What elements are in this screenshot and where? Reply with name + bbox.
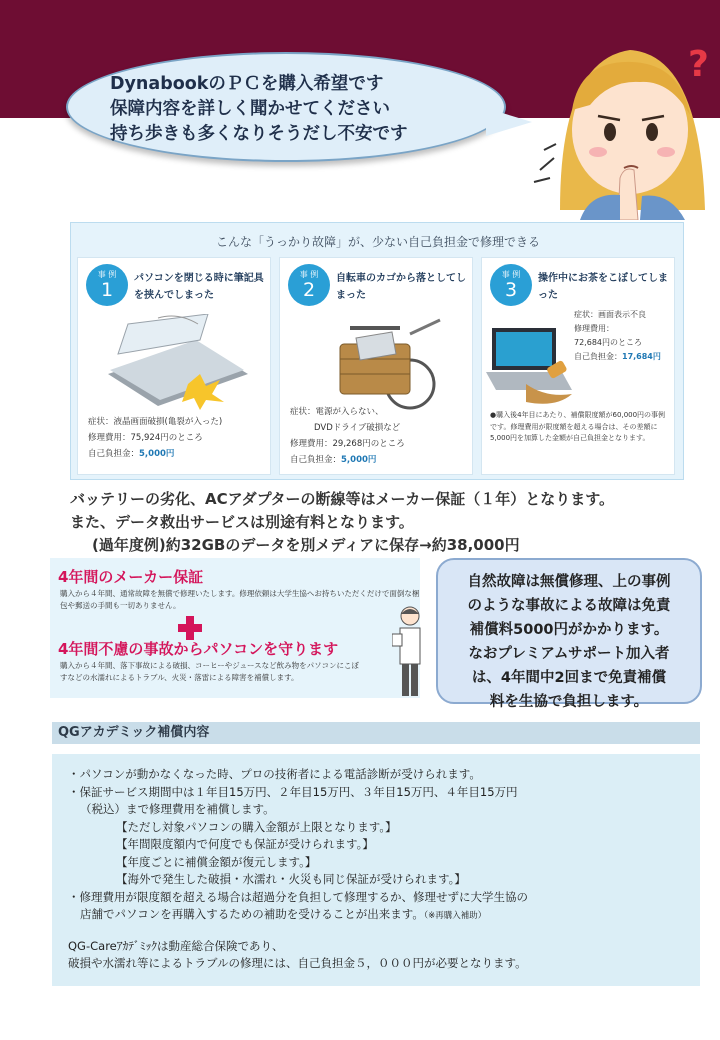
qg-line-9	[68, 906, 698, 926]
case-badge-label: 事 例	[299, 270, 319, 279]
free-line-1: 自然故障は無償修理、上の事例	[467, 574, 671, 590]
bubble-line-3: 持ち歩きも多くなりそうだし不安です	[110, 124, 408, 144]
case-info-line: 修理費用：	[574, 324, 614, 333]
qg-line-10: QG-Careｱｶﾃﾞﾐｯｸは動産総合保険であり、	[68, 938, 284, 953]
presenter-person-illustration	[392, 604, 428, 700]
case-info-3	[574, 308, 674, 364]
bubble-line-1: DynabookのＰＣを購入希望です	[110, 74, 384, 94]
case-self-pay	[88, 446, 268, 462]
case-card-2	[279, 257, 473, 475]
case-info-line: DVDドライブ破損など	[314, 423, 401, 433]
case-self-pay	[574, 350, 674, 364]
self-pay-label: 自己負担金：	[574, 352, 622, 361]
case-title-1: パソコンを閉じる時に筆記具を挟んでしまった	[134, 273, 264, 301]
case-title-2: 自転車のカゴから落としてしまった	[336, 273, 466, 301]
case-badge-label: 事 例	[97, 270, 117, 279]
qg-line-4: 【ただし対象パソコンの購入金額が上限となります。】	[116, 819, 397, 834]
self-pay-label: 自己負担金：	[290, 455, 342, 465]
bubble-line-2: 保障内容を詳しく聞かせてください	[110, 99, 390, 119]
maker-warranty-text: 購入から４年間、通常故障を無償で修理いたします。修理依頼は大学生協へお持ちいただくだけで面倒な梱包や郵送の手間も一切ありません。	[60, 589, 420, 610]
maker-warranty-panel	[50, 558, 420, 698]
qg-line-11: 破損や水濡れ等によるトラブルの修理には、自己負担金５，０００円が必要となります。	[68, 956, 527, 970]
self-pay-label: 自己負担金：	[88, 449, 140, 459]
qg-line-7: 【海外で発生した破損・水濡れ・火災も同じ保証が受けられます。】	[116, 872, 466, 886]
case-info-1	[88, 414, 268, 462]
free-repair-notice	[436, 558, 702, 710]
case-number: 1	[100, 279, 114, 301]
case-info-2	[290, 404, 470, 468]
free-line-4: なおプレミアムサポート加入者	[468, 646, 670, 662]
case-info-line: 症状：電源が入らない、	[290, 407, 384, 417]
case-self-pay	[290, 452, 470, 468]
cases-title: こんな「うっかり故障」が、少ない自己負担金で修理できる	[215, 235, 540, 249]
self-pay-value: 17,684円	[622, 352, 661, 361]
plus-icon	[178, 616, 202, 640]
question-mark-icon: ?	[688, 44, 709, 85]
case-badge-3	[490, 264, 532, 306]
battery-line-2: また、データ救出サービスは別途有料となります。	[70, 513, 414, 531]
qg-coverage-box	[52, 754, 700, 986]
case-number: 3	[504, 279, 518, 301]
battery-notice	[70, 488, 700, 557]
case-info-line: 症状：液晶画面破損(亀裂が入った)	[88, 417, 223, 427]
case-badge-2	[288, 264, 330, 306]
case-badge-1	[86, 264, 128, 306]
accident-cases-panel	[70, 222, 684, 480]
battery-line-3: (過年度例)約32GBのデータを別メディアに保存→約38,000円	[92, 536, 520, 554]
free-line-2: のような事故による故障は免責	[467, 598, 671, 614]
case-info-line: 72,684円のところ	[574, 338, 642, 347]
bicycle-basket-illustration	[290, 314, 464, 410]
speech-bubble-text	[110, 72, 490, 147]
case-title-3: 操作中にお茶をこぼしてしまった	[538, 273, 668, 301]
case-3-note: ●購入後4年目にあたり、補償限度額が60,000円の事例です。修理費用が限度額を超える場合は、その差額に5,000円を加算した金額が自己負担金となります。	[490, 411, 666, 442]
case-info-line: 症状：画面表示不良	[574, 310, 646, 319]
laptop-closing-illustration	[88, 314, 262, 410]
free-line-6: 料を生協で負担します。	[489, 694, 649, 710]
free-line-5: は、4年間中2回まで免責補償	[471, 670, 667, 686]
case-info-line: 修理費用：29,268円のところ	[290, 439, 405, 449]
qg-section-header: QGアカデミック補償内容	[52, 722, 700, 744]
qg-line-3: （税込）まで修理費用を補償します。	[80, 802, 275, 816]
confused-girl-illustration	[520, 20, 720, 220]
qg-line-6: 【年度ごとに補償金額が復元します。】	[116, 854, 317, 869]
qg-line-5: 【年間限度額内で何度でも保証が受けられます。】	[116, 837, 374, 851]
qg-line-1: ・パソコンが動かなくなった時、プロの技術者による電話診断が受けられます。	[68, 767, 481, 781]
case-number: 2	[302, 279, 316, 301]
qg-line-9-text: 店舗でパソコンを再購入するための補助を受けることが出来ます。	[80, 907, 424, 921]
maker-warranty-heading: 4年間のメーカー保証	[58, 568, 204, 586]
battery-line-1: バッテリーの劣化、ACアダプターの断線等はメーカー保証（１年）となります。	[70, 490, 615, 508]
free-line-3: 補償料5000円がかかります。	[469, 622, 669, 638]
accident-protection-heading: 4年間不慮の事故からパソコンを守ります	[58, 640, 339, 658]
case-card-3	[481, 257, 675, 475]
self-pay-value: 5,000円	[139, 449, 175, 459]
accident-protection-text: 購入から４年間、落下事故による破損、コーヒーやジュースなど飲み物をパソコンにこぼすなどの水濡れによるトラブル、火災・落雷による障害を補償します。	[60, 661, 360, 682]
case-card-1	[77, 257, 271, 475]
self-pay-value: 5,000円	[341, 455, 377, 465]
qg-line-9-note: （※再購入補助）	[423, 911, 487, 921]
qg-line-8: ・修理費用が限度額を超える場合は超過分を負担して修理するか、修理せずに大学生協の	[68, 889, 528, 904]
case-info-line: 修理費用：75,924円のところ	[88, 433, 203, 443]
spilled-tea-laptop-illustration	[486, 324, 576, 408]
qg-line-2: ・保証サービス期間中は１年目15万円、２年目15万円、３年目15万円、４年目15万円	[68, 784, 518, 799]
case-badge-label: 事 例	[501, 270, 521, 279]
